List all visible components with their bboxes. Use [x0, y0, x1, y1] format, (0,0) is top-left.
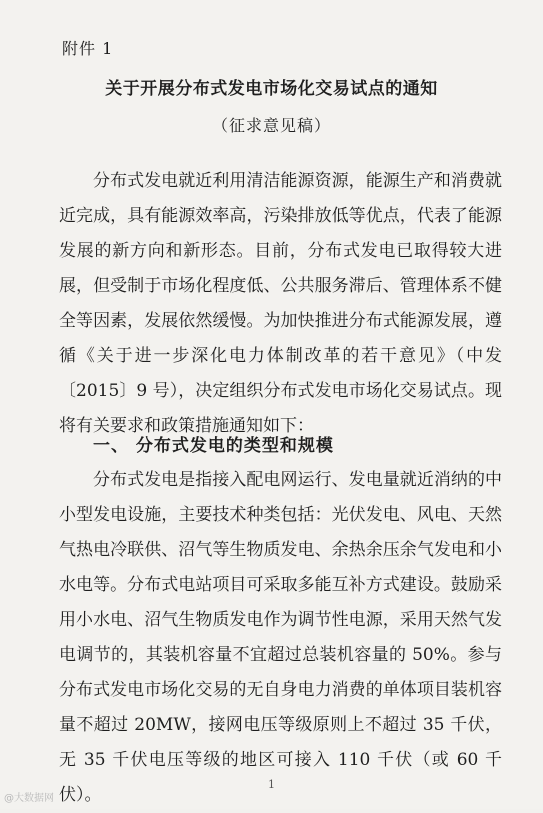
document-subtitle: （征求意见稿）: [211, 116, 331, 135]
section-heading-1: 一、 分布式发电的类型和规模: [93, 436, 334, 456]
intro-paragraph: 分布式发电就近利用清洁能源资源，能源生产和消费就近完成，具有能源效率高，污染排放低等优点，代表了能源发展的新方向和新形态。目前，分布式发电已取得较大进展，但受制于市场化程度低、公共服务滞后、管理体系不健全等因素，发展依然缓慢。为加快推进分布式能源发展，遵循《关于进一步深化电力体制改革的若干意见》（中发〔2015〕9 号），决定组织分布式发电市场化交易试点。现将有关要求和政策措施通知如下：: [59, 171, 502, 436]
section-1-paragraph: 分布式发电是指接入配电网运行、发电量就近消纳的中小型发电设施，主要技术种类包括：光伏发电、风电、天然气热电冷联供、沼气等生物质发电、余热余压余气发电和小水电等。分布式电站项目可采取多能互补方式建设。鼓励采用小水电、沼气生物质发电作为调节性电源，采用天然气发电调节的，其装机容量不宜超过总装机容量的 50%。参与分布式发电市场化交易的无自身电力消费的单体项目装机容量不超过 20MW，接网电压等级原则上不超过 35 千伏，无 35 千伏电压等级的地区可接入 110 千伏（或 60 千伏）。: [59, 470, 502, 805]
page-number: 1: [268, 778, 275, 791]
attachment-label: 附件 1: [62, 39, 114, 58]
watermark: @大数据网: [4, 793, 54, 804]
document-title: 关于开展分布式发电市场化交易试点的通知: [105, 79, 438, 99]
